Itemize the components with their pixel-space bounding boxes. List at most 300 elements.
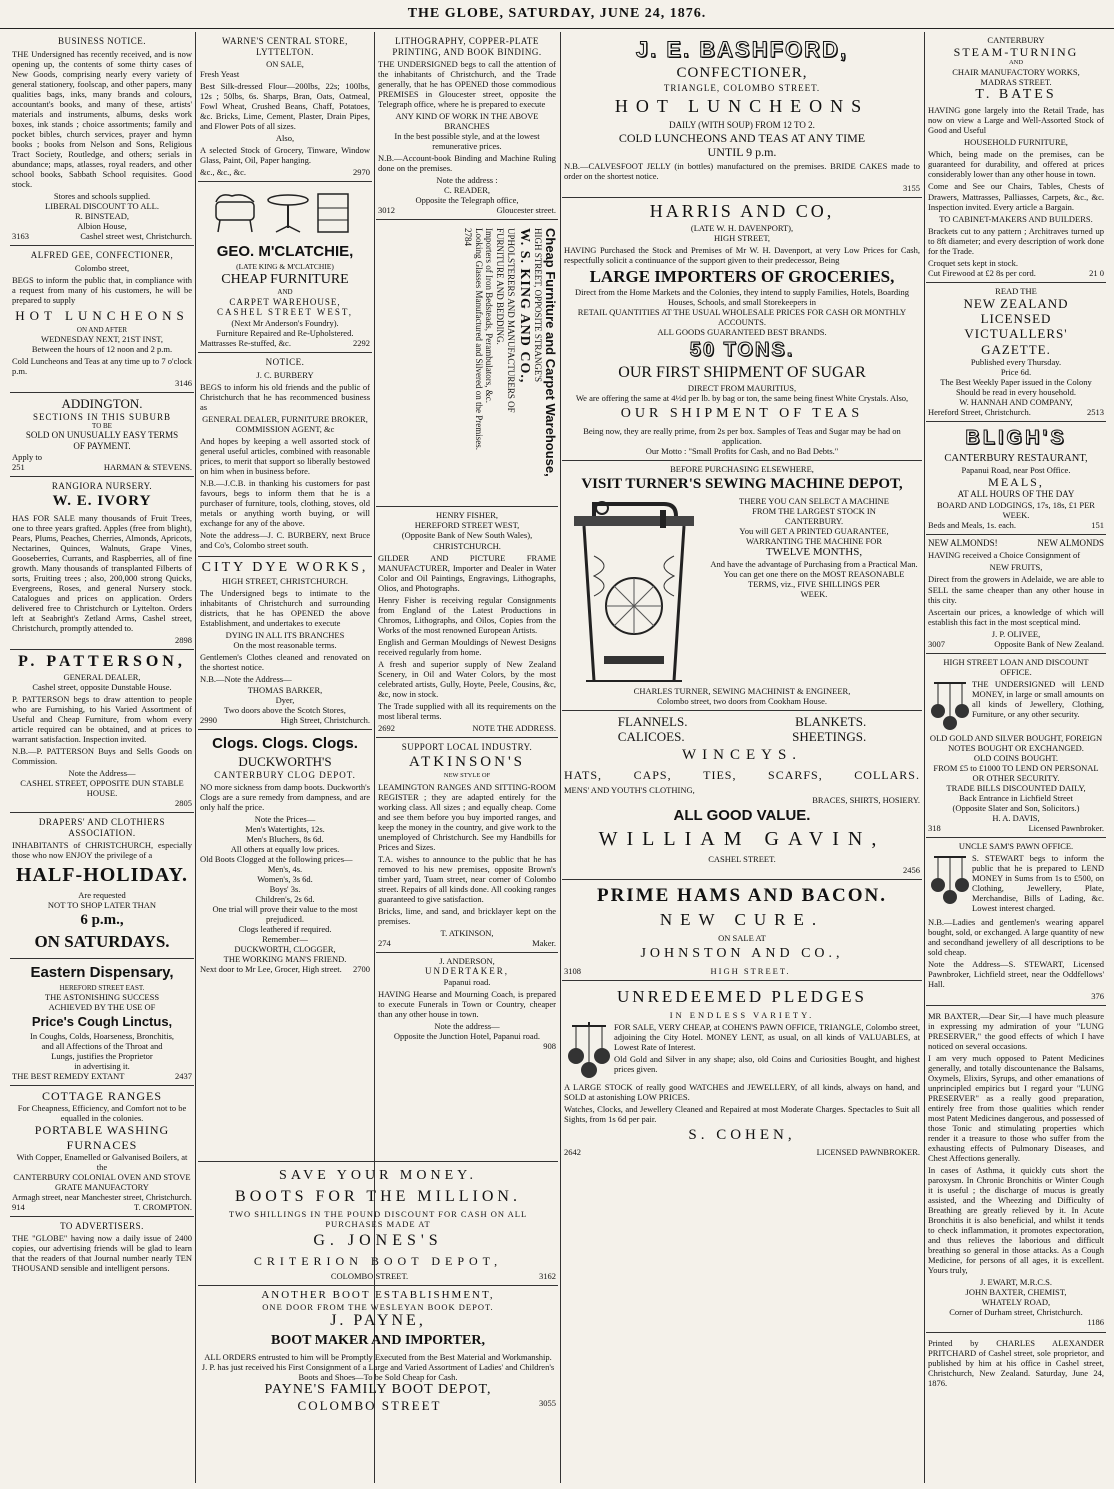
ad-headline: 6 p.m., [80,912,124,929]
ad-line: JOHN BAXTER, CHEMIST, [965,1287,1067,1298]
ad-line: CANTERBURY CLOG DEPOT. [214,769,356,780]
ad-line: ACHIEVED BY THE USE OF [48,1001,156,1012]
ad-line: RETAIL QUANTITIES AT THE USUAL WHOLESALE PRICES FOR CASH OR MONTHLY ACCOUNTS. [577,306,907,327]
ad-line: PURCHASES MADE AT [325,1219,431,1230]
ad-body: INHABITANTS of CHRISTCHURCH, especially those who now ENJOY the privilege of a [12,840,192,861]
ad-body: HAVING gone largely into the Retail Trade, has now on view a Large and Well-Assorted Stock of Good and Useful [928,105,1104,136]
ad-headline: BLIGH'S [965,427,1067,450]
ad-line: W. HANNAH AND COMPANY, [959,397,1073,408]
ad-line: Corner of Durham street, Christchurch. [949,1307,1083,1318]
ad-blighs-restaurant [926,422,1106,535]
ad-line: NOTE THE ADDRESS. [472,722,556,733]
ad-body: A fresh and superior supply of New Zealand Scenery, in Oil and Water Colors, by the most celebrated artists, Gully, Hoyte, Peele, Cousins, &c, &c, now in stock. [378,658,556,699]
ad-body: Direct from the growers in Adelaide, we are able to SELL the same cheaper than any other house in this city. [928,574,1104,605]
ad-line: THE WORKING MAN'S FRIEND. [223,954,347,965]
ad-davis-loan-office [926,654,1106,838]
ad-line: J. C. BURBERY [256,369,314,380]
ad-line: NEW FRUITS, [989,562,1043,573]
ad-alfred-gee [10,246,194,393]
ad-line: HEREFORD STREET EAST. [59,983,145,992]
ad-cohen-pledges [562,981,922,1162]
ad-headline: VISIT TURNER'S SEWING MACHINE DEPOT, [581,475,903,492]
ad-line: TIES, [703,768,737,783]
ad-line: Old Gold and Silver in any shape; also, old Coins and Curiosities Bought, and highest prices given. [614,1053,920,1074]
ad-headline: GEO. M'CLATCHIE, [216,243,354,261]
ad-headline: CHEAP FURNITURE [221,271,349,287]
ad-line: WHATELY ROAD, [981,1297,1051,1308]
ad-line: In the best possible style, and at the lowest remunerative prices. [394,131,540,152]
ad-line: FLANNELS. [617,713,688,729]
ad-line: CASHEL STREET. [708,854,776,865]
ad-addington [10,393,194,476]
ad-line: Back Entrance in Lichfield Street [959,792,1073,803]
ad-line: On the most reasonable terms. [233,640,337,651]
column-2 [198,32,372,1159]
ad-number: 914 [12,1201,25,1212]
ad-line: (Opposite Slater and Son, Solicitors.) [952,802,1080,813]
ad-headline: JOHNSTON AND CO., [640,945,844,961]
ad-drapers [10,813,194,959]
ad-reader-lithography [376,32,558,220]
ad-body: And hopes by keeping a well assorted stock of general useful articles, combined with reasonable prices, to merit that support so liberally bestowed on him when in business before. [200,435,370,476]
ad-stewart-pawn [926,838,1106,1006]
ad-line: OF PAYMENT. [73,441,131,452]
ad-line: WARRANTING THE MACHINE FOR [745,535,883,546]
ad-number: 2700 [353,964,370,975]
ad-line: Croquet sets kept in stock. [928,257,1018,268]
ad-body: The Undersigned begs to intimate to the inhabitants of Christchurch and surrounding districts, that he has OPENED the above Establishment, and undertakes to execute [200,588,370,629]
ad-warne [198,32,372,182]
ad-headline: PORTABLE WASHING FURNACES [34,1123,170,1152]
ad-body: Best Silk-dressed Flour—200lbs, 22s; 100lbs, 12s ; 50lbs, 6s. Sharps, Bran, Oats, Oatmeal, Fowl Wheat, Crushed Beans, Chaff, Potatoes, &c. Bricks, Lime, Cement, Plaster, Drain Pipes, and Flower Pots of all sizes. [200,81,370,132]
ad-line: &c., &c., &c. [200,167,247,178]
ad-line: CASHEL STREET WEST, [217,307,353,318]
ad-burbery [198,353,372,557]
ad-number: 318 [928,822,941,833]
ad-line: N.B.—P. PATTERSON Buys and Sells Goods on Commission. [12,746,192,767]
ad-line: COLD LUNCHEONS AND TEAS AT ANY TIME [618,131,866,146]
ad-line: HIGH STREET, CHRISTCHURCH. [222,576,348,587]
ad-headline: G. JONES'S [313,1232,443,1250]
ad-line: CARPET WAREHOUSE, [229,296,341,307]
ad-line: DYING IN ALL ITS BRANCHES [225,630,345,641]
ad-line: NEW ALMONDS! [928,537,998,548]
ad-line: OLD COINS BOUGHT. [973,752,1059,763]
ad-line: J. EWART, M.R.C.S. [979,1277,1053,1288]
ad-to-advertisers [10,1217,194,1280]
spanning-boot-ads [198,1161,558,1483]
ad-line: (Next Mr Anderson's Foundry). [231,317,339,328]
ad-line: UNTIL 9 p.m. [707,145,777,160]
ad-number: 3108 [564,965,581,976]
ad-number: 3162 [538,1271,556,1282]
ad-line: SOLD ON UNUSUALLY EASY TERMS [25,430,179,441]
ad-line: Importers of Iron Bedsteads, Perambulators, &c. [484,228,495,404]
ad-line: GENERAL DEALER, [63,672,141,683]
column-4 [562,32,922,1483]
pawn-balls-icon [928,851,972,907]
ad-body: Henry Fisher is receiving regular Consignments from England of the Latest Productions in Chromos, Lithographs, and Oilos, Copies from the Works of the most renowned European Artists. [378,594,556,635]
ad-line: LICENSED PAWNBROKER. [816,1147,920,1158]
ad-number: 2437 [175,1071,192,1082]
ad-line: Our Motto : "Small Profits for Cash, and no Bad Debts." [645,445,839,456]
ad-body: I am very much opposed to Patent Medicines generally, and totally discountenance the Balsams, Oxymels, Elixirs, Syrups, and other emanations of unprincipled empirics but I regard your "LUNG PRESERVER" as a really good preparation, entirely free from those qualities which render most Patent Medicines dangerous, and possessed of those Tonic and stimulating properties which render it a treasure to those who suffer from the exhausting effects of Pulmonary Diseases, and Chest Affections generally. [928,1053,1104,1164]
ad-headline: UNREDEEMED PLEDGES [617,986,867,1006]
ad-line: Papanui road. [443,976,491,987]
ad-line: And have the advantage of Purchasing from a Practical Man. [710,558,918,569]
ad-headline: Cheap Furniture and Carpet Warehouse, [543,228,558,478]
ad-line: Men's, 4s. [267,864,303,875]
ad-number: 3155 [903,183,920,194]
masthead: THE GLOBE, SATURDAY, JUNE 24, 1876. [0,0,1114,29]
ad-line: Cold Luncheons and Teas at any time up to 7 o'clock p.m. [12,356,192,377]
ad-body: NO more sickness from damp boots. Duckworth's Clogs are a sure remedy from dampness, and are only half the price. [200,782,370,813]
ad-jones-boots [198,1162,558,1286]
ad-line: Lungs, justifies the Proprietor [51,1051,153,1062]
ad-line: The Best Weekly Paper issued in the Colony Should be read in every household. [940,376,1092,397]
ad-line: Apply to [12,451,42,462]
ad-line: HIGH STREET. [710,965,791,976]
ad-line: N.B.—Ladies and gentlemen's wearing apparel bought, sold, or exchanged. A large quantity of new and secondhand jewellery of all descriptions to be sold cheap. [928,916,1104,957]
ad-title: ADDINGTON. [61,396,143,412]
ad-line: TO CABINET-MAKERS AND BUILDERS. [939,213,1093,224]
ad-line: TWO SHILLINGS IN THE POUND DISCOUNT FOR CASH ON ALL [228,1209,528,1220]
ad-line: CANTERBURY COLONIAL OVEN AND STOVE GRATE MANUFACTORY [13,1171,191,1192]
ad-headline: CRITERION BOOT DEPOT, [253,1254,503,1269]
ad-line: You will GET A PRINTED GUARANTEE, [739,525,889,536]
ad-headline: DUCKWORTH'S [238,754,332,770]
ad-line: All others at equally low prices. [230,844,340,855]
ad-line: Fresh Yeast [200,69,240,80]
ad-line: Clogs leathered if required. [238,924,332,935]
ad-line: CANTERBURY. [784,515,844,526]
ad-number: 3007 [928,638,945,649]
ad-line: CHAIR MANUFACTORY WORKS, [952,66,1080,77]
ad-headline: Clogs. Clogs. Clogs. [212,734,358,752]
ad-cottage-ranges [10,1086,194,1217]
ad-number: 2898 [175,635,192,646]
ad-line: Note the address : [436,175,498,186]
ad-line: FROM THE LARGEST STOCK IN [752,505,876,516]
ad-line: Watches, Clocks, and Jewellery Cleaned and Repaired at most Moderate Charges. Spectacles to Suit all Sights, from 1s 6d per pair. [564,1103,920,1124]
ad-number: 2692 [378,722,395,733]
ad-line: Price 6d. [1000,366,1032,377]
ad-headline: CITY DYE WORKS, [201,559,369,575]
ad-line: MADRAS STREET. [980,76,1052,87]
ad-line: ALL ORDERS entrusted to him will be Promptly Executed from the Best Material and Workmanship. [204,1351,552,1362]
ad-line: Note the address—J. C. BURBERY, next Bruce and Co's, Colombo street south. [200,529,370,550]
ad-line: Stores and schools supplied. [53,190,151,201]
ad-line: Opposite the Junction Hotel, Papanui road. [393,1030,541,1041]
ad-address: Cashel street west, Christchurch. [80,230,192,241]
ad-line: J. P. has just received his First Consignment of a Large and Varied Assortment of Ladies' and Children's Boots and Shoes—To be Sold Cheap for Cash. [201,1361,555,1382]
ad-line: Furniture Repaired and Re-Upholstered. [216,327,354,338]
ad-line: Also, [275,133,295,144]
ad-line: MENS' AND YOUTH'S CLOTHING, [564,785,695,796]
ad-headline: SAVE YOUR MONEY. [279,1168,477,1183]
ad-bates [926,32,1106,283]
ad-body: Bricks, lime, and sand, and bricklayer kept on the premises. [378,905,556,926]
ad-headline: PRIME HAMS AND BACON. [596,884,888,906]
ad-line: C. READER, [443,185,491,196]
column-1 [10,32,194,1483]
ad-body: Brackets cut to any pattern ; Architraves turned up to 8ft diameter; and every description of work done for the Trade. [928,225,1104,256]
ad-body: THE UNDERSIGNED begs to call the attention of the inhabitants of Christchurch, and the Trade generally, that he has OPENED those commodious PREMISES in Gloucester street, opposite the Telegraph office, where he is prepared to execute [378,59,556,110]
ad-headline: T. BATES [975,86,1057,102]
ad-line: Cut Firewood at £2 8s per cord. [928,267,1036,278]
ad-line: Note the Address— [68,768,136,779]
rotated-ad-text [463,228,559,498]
ad-line: N.B.—Note the Address— [200,674,292,685]
ad-title: UNCLE SAM'S PAWN OFFICE. [958,840,1074,851]
ad-body: HAVING Purchased the Stock and Premises of Mr W. H. Davenport, at very Low Prices for Cash, respectfully solicit a continuance of the support given to their predecessor, Being [564,244,920,265]
ad-headline: Price's Cough Linctus, [31,1013,173,1029]
ad-headline: W. S. KING AND CO., [517,228,533,384]
ad-line: Gentlemen's Clothes cleaned and renovated on the shortest notice. [200,652,370,673]
ad-title: HIGH STREET LOAN AND DISCOUNT OFFICE. [943,656,1089,677]
ad-line: CHARLES TURNER, SEWING MACHINIST & ENGINEER, [633,685,851,696]
ad-headline: BOOT MAKER AND IMPORTER, [271,1333,485,1349]
ad-body: N.B.—J.C.B. in thanking his customers for past favours, begs to inform them that he is a purchaser of furniture, tools, clothing, stoves, old metals or anything worth buying, or will exchange for any of the above. [200,477,370,528]
ad-body: THE Undersigned has recently received, and is now opening up, the contents of some thirty cases of New Goods, comprising nearly every variety of general stationery, foolscap, and other papers, many qualities bags, inks, many brands and colours, accountant's books, and many of these, artists' materials and instruments, albums, desks work boxes, ink stands ; choice assortments; family and pocket bibles, church services, prayer and hymn books ; books from Nelson and Sons, Religious Tract Society, Routledge, and others; serials in abundance; maps, atlasses, royal readers, and other school books, Sabbath School requisites. Good stock. [12,48,192,189]
ad-line: Men's Watertights, 12s. [245,824,325,835]
ad-line: CALICOES. [617,729,685,744]
ad-body: S. STEWART begs to inform the public that he is prepared to LEND MONEY in Sums from 1s to £500, on Clothing, Jewellery, Plate, Merchandise, Bills of Lading, &c. Lowest interest charged. [972,852,1104,913]
ad-line: Maker. [532,937,556,948]
furniture-illustration [210,188,360,240]
ad-line: Colombo street, [74,262,130,273]
pawn-balls-icon [564,1020,614,1080]
ad-line: UNDERTAKER, [425,966,509,976]
ad-line: Armagh street, near Manchester street, Christchurch. [12,1191,192,1202]
ad-headline: HARRIS AND CO, [649,201,835,222]
ad-title: Eastern Dispensary, [30,963,174,981]
ad-headline: S. COHEN, [688,1126,796,1143]
ad-olivee-almonds [926,535,1106,654]
ad-line: SECTIONS IN THIS SUBURB [32,411,172,422]
ad-line: CANTERBURY [987,35,1045,45]
ad-headline: ALL GOOD VALUE. [673,807,811,825]
ad-body: T.A. wishes to announce to the public that he has removed to his new premises, opposite Brown's timber yard, Tuam street, near corner of Colombo street. Repairs of all kinds done. All cooking ranges guaranteed to give satisfaction. [378,853,556,904]
ad-line: THE BEST REMEDY EXTANT [12,1071,125,1082]
ad-number: 3012 [378,205,395,216]
ad-line: In Coughs, Colds, Hoarseness, Bronchitis, [29,1031,175,1042]
ad-line: (LATE W. H. DAVENPORT), [690,222,794,233]
ad-line: Note the Prices— [254,814,316,825]
ad-line: BRACES, SHIRTS, HOSIERY. [812,795,920,806]
ad-line: TWELVE MONTHS, [765,545,863,558]
ad-bashford [562,32,922,198]
ad-line: For Cheapness, Efficiency, and Comfort not to be equalled in the colonies. [17,1103,187,1124]
ad-line: Gloucester street. [496,205,556,216]
ad-line: HIGH STREET, OPPOSITE STRANGE'S [532,228,543,383]
ad-line: Cashel street, opposite Dunstable House. [32,682,172,693]
ad-line: Hereford Street, Christchurch. [928,407,1031,418]
ad-line: in advertising it. [74,1061,130,1072]
ad-line: UPHOLSTERERS AND MANUFACTURERS OF [505,228,516,414]
ad-headline: LARGE IMPORTERS OF GROCERIES, [589,266,895,286]
ad-line: We are offering the same at 4½d per lb. by bag or ton, the same being finest White Crystals. Also, [575,393,909,404]
ad-line: Published every Thursday. [970,356,1062,367]
ad-line: Between the hours of 12 noon and 2 p.m. [31,344,173,355]
ad-line: Boys' 3s. [269,884,301,895]
column-rule [560,32,561,1483]
ad-headline: ATKINSON'S [408,754,526,771]
ad-headline: P. PATTERSON, [18,653,186,671]
ad-duckworth-clogs [198,730,372,979]
ad-line: DAILY (WITH SOUP) FROM 12 TO 2. [669,120,815,131]
ad-number: 376 [1091,991,1104,1001]
ad-number: 2642 [564,1147,581,1158]
ad-line: Are requested [78,890,126,901]
ad-headline: HOT LUNCHEONS [15,307,189,323]
ad-baxter-lung-preserver [926,1006,1106,1332]
ad-number: 2513 [1087,407,1104,418]
ad-body: Come and See our Chairs, Tables, Chests of Drawers, Mattrasses, Palliasses, Carpets, &c., &c. Inspection invited. Every article a Bargain. [928,181,1104,212]
ad-line: One trial will prove their value to the most prejudiced. [212,904,358,925]
ad-line: COLLARS. [854,768,920,783]
ad-line: Old Boots Clogged at the following prices— [200,854,353,865]
ad-line: OLD GOLD AND SILVER BOUGHT, FOREIGN NOTES BOUGHT OR EXCHANGED. [929,732,1103,753]
ad-headline: ANOTHER BOOT ESTABLISHMENT, [261,1289,495,1302]
ad-body: FOR SALE, VERY CHEAP, at COHEN'S PAWN OFFICE, TRIANGLE, Colombo street, adjoining the City Hotel. MONEY LENT, as usual, on all kinds of VALUABLES, at Lowest Rate of Interest. [614,1021,920,1052]
ad-atkinson [376,738,558,953]
ad-body: The Trade supplied with all its requirements on the most liberal terms. [378,700,556,721]
ad-line: (LATE KING & M'CLATCHIE) [236,262,334,272]
ad-title: DRAPERS' AND CLOTHIERS ASSOCIATION. [38,817,166,838]
ad-headline: J. PAYNE, [330,1312,426,1330]
ad-line: Beds and Meals, 1s. each. [928,519,1017,530]
ad-line: Looking Glasses Manufactured and Silvered on the Premises. [473,228,484,451]
ad-henry-fisher [376,507,558,737]
ad-title: TO ADVERTISERS. [60,1220,144,1231]
ad-title: J. ANDERSON, [439,955,495,966]
ad-line: J. P. OLIVEE, [991,628,1041,639]
ad-line: BEFORE PURCHASING ELSEWHERE, [670,463,814,474]
ad-line: CHRISTCHURCH. [433,540,501,551]
ad-line: IN ENDLESS VARIETY. [669,1009,815,1020]
ad-line: NEW ALMONDS [1037,537,1104,548]
column-5 [926,32,1106,1483]
ad-line: T. CROMPTON. [133,1201,192,1212]
sewing-machine-illustration [564,496,704,686]
ad-line: TRIANGLE, COLOMBO STREET. [663,82,821,93]
ad-line: HIGH STREET, [713,232,771,243]
ad-number: 2784 [463,228,474,247]
ad-number: 2456 [903,864,920,875]
ad-line: WEEK. [800,588,828,599]
ad-johnston-hams [562,880,922,981]
ad-number: 274 [378,937,391,948]
ad-line: TERMS, viz., FIVE SHILLINGS PER [748,578,880,589]
ad-business-notice [10,32,194,246]
ad-line: and all Affections of the Throat and [41,1041,163,1052]
ad-headline: WINCEYS. [681,747,803,764]
ad-victuallers-gazette [926,283,1106,422]
ad-ivory [10,477,194,651]
ad-title: COTTAGE RANGES [41,1089,163,1104]
ad-headline: W. E. IVORY [52,493,152,510]
ad-body: THE UNDERSIGNED will LEND MONEY, in large or small amounts on all kinds of Jewellery, Clothing, Furniture, or any other security. [972,678,1104,719]
ad-line: Opposite the Telegraph office, [415,195,519,206]
ad-headline: HOT LUNCHEONS [614,96,870,117]
ad-line: ONE DOOR FROM THE WESLEYAN BOOK DEPOT. [262,1302,494,1313]
ad-line: AT ALL HOURS OF THE DAY [957,489,1075,500]
ad-line: Albion House, [77,220,127,231]
ad-line: BOARD AND LODGINGS, 17s, 18s, £1 PER WEEK. [937,499,1095,520]
ad-line: NOT TO SHOP LATER THAN [47,900,157,911]
ad-line: ON AND AFTER [76,325,128,334]
ad-line: R. BINSTEAD, [74,210,130,221]
ad-number: 3163 [12,230,29,241]
ad-line: Two doors above the Scotch Stores, [224,704,346,715]
ad-line: WEDNESDAY NEXT, 21ST INST, [41,334,163,345]
ad-line: AND [1008,59,1024,67]
ad-line: Women's, 3s 6d. [257,874,313,885]
ad-number: 151 [1091,519,1104,530]
ad-line: Note the Address—S. STEWART, Licensed Pawnbroker, Lichfield street, near the Oddfellows' Hall. [928,958,1104,989]
ad-line: Next door to Mr Lee, Grocer, High street. [200,964,342,975]
ad-line: Colombo street, two doors from Cookham House. [657,695,827,706]
ad-line: LIBERAL DISCOUNT TO ALL. [45,200,159,211]
ad-number: 2970 [353,167,370,178]
ad-line: AND [277,288,293,297]
ad-headline: 50 TONS. [689,338,795,361]
ad-line: Licensed Pawnbroker. [1028,822,1104,833]
ad-line: Remember— [262,934,308,945]
ad-line: N.B.—CALVESFOOT JELLY (in bottles) manufactured on the premises. BRIDE CAKES made to order on the shortest notice. [564,161,920,182]
ad-title: SUPPORT LOCAL INDUSTRY. [401,741,533,752]
ad-body: HAS FOR SALE many thousands of Fruit Trees, one to three years grafted. Apples (free from blight), Pears, Plums, Peaches, Cherries, Almonds, Apricots, Nectarines, Quinces, Walnuts, Grape Vines, Gooseberries, Currants, and Raspberries, all of fine growth. Many thousands of transplanted Filberts of sorts, Fruiting trees ; also, 200,000 strong Quicks, Evergreens, Roses, and general Nursery stock. Catalogues and prices on application. Orders delivered free to Christchurch or Lyttelton. Orders left at Seabright's Zetland Arms, Cashel street, Christchurch, promptly attended to. [12,512,192,634]
ad-number: 3055 [538,1398,556,1409]
ad-william-gavin [562,711,922,880]
ad-headline: PAYNE'S FAMILY BOOT DEPOT, [264,1381,492,1397]
ad-headline: NEW ZEALAND LICENSED [963,295,1069,326]
ad-title: WARNE'S CENTRAL STORE, LYTTELTON. [222,36,348,57]
ad-line: N.B.—Account-book Binding and Machine Ruling done on the premises. [378,153,556,174]
ad-line: TRADE BILLS DISCOUNTED DAILY, [946,782,1086,793]
ad-king-furniture-rotated [376,220,558,507]
ad-line: SHEETINGS. [792,729,867,744]
ad-line: CAPS, [633,768,672,783]
ad-line: DUCKWORTH, CLOGGER, [234,944,336,955]
ad-line: HEREFORD STREET WEST, [414,520,520,531]
ad-number: 3146 [175,378,192,389]
ad-line: Men's Bluchers, 8s 6d. [246,834,324,845]
ad-body: Ascertain our prices, a knowledge of which will establish this fact in the most sceptical mind. [928,606,1104,627]
ad-number: 908 [543,1040,556,1051]
ad-line: NEW STYLE OF [443,772,491,780]
ad-number: 251 [12,461,25,472]
ad-headline: HALF-HOLIDAY. [15,863,189,886]
ad-line: BLANKETS. [795,713,867,729]
column-rule [924,32,925,1483]
ad-headline: NEW CURE. [659,909,825,929]
ad-body: Which, being made on the premises, can be guaranteed for durability, and offered at prices considerably lower than any other house in town. [928,149,1104,180]
ad-line: Mattrasses Re-stuffed, &c. [200,337,291,348]
ad-headline: WILLIAM GAVIN, [598,827,886,850]
ad-body: THE "GLOBE" having now a daily issue of 2400 copies, our advertising friends will be glad to learn that the readers of that Journal number nearly TEN THOUSAND sensible and intelligent persons. [12,1233,192,1274]
ad-line: ON SALE, [266,59,304,70]
column-rule [195,32,196,1483]
ad-line: TO BE [92,422,112,431]
ad-title: LITHOGRAPHY, COPPER-PLATE PRINTING, AND BOOK BINDING. [392,36,542,57]
ad-number: 2805 [175,798,192,809]
ad-line: Direct from the Home Markets and the Colonies, they intend to supply Families, Hotels, Boarding Houses, Schools, and small Storekeepers in [574,286,910,307]
ad-line: FROM £5 to £1000 TO LEND ON PERSONAL OR OTHER SECURITY. [933,762,1099,783]
ad-line: ALL GOODS GUARANTEED BEST BRANDS. [657,326,827,337]
ad-headline: ON SATURDAYS. [34,931,170,951]
